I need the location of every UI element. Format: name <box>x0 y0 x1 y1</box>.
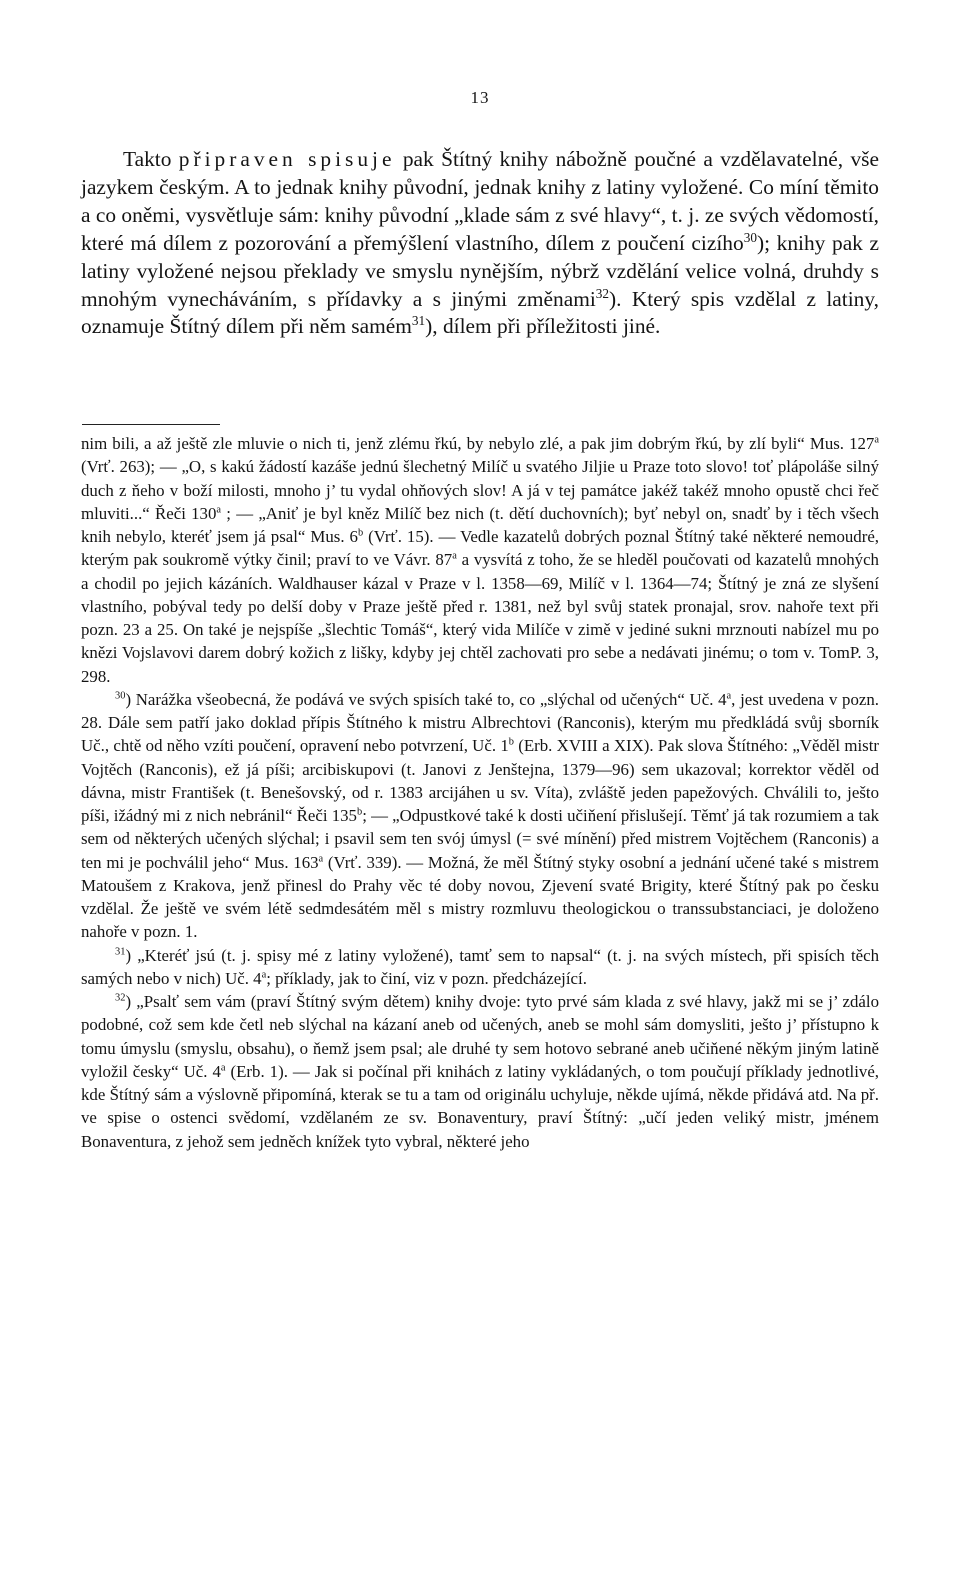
footnote-30 <box>81 688 879 944</box>
text-run: (Erb. XVIII a XIX). Pak slova Štítného: „Věděl mistr Vojtěch (Ranconis), ež já píši; arcibiskupovi (t. Janovi z Jenštejna, 1379—96) sem ukazoval; korrektor věděl od dávna, mistr František (t. Benešovský, od r. 1383 arcijáhen u sv. Víta), zvláště jeden papežových. Chválili to, ješto píši, ižádný mi z nich nebránil“ Řeči 135 <box>81 736 879 825</box>
footnote-ref-32: 32 <box>595 285 610 301</box>
superscript: a <box>726 690 732 702</box>
text-run: a vysvítá z toho, že se hleděl poučovati od kazatelů mnohých a chodil po jejich kázáních. Waldhauser kázal v Praze v l. 1358—69, Milíč v l. 1364—74; Štítný je zná ze slyšení vlastního, pobýval tedy po delší doby v Praze ještě před r. 1381, než byl svůj statek pronajal, srov. nahoře text při pozn. 23 a 25. On také je nejspíše „šlechtic Tomáš“, který vida Milíče v zimě v jediné sukni mrznouti nabízel mu po knězi Vojslavovi darem dobrý kožich z lišky, kdyby jej chtěl zachovati pro sebe a nedávati jinému; o tom v. TomP. 3, 298. <box>81 550 879 686</box>
footnote-ref-31: 31 <box>411 313 426 329</box>
footnote-separator <box>82 424 220 425</box>
text-run: , jest uvedena v pozn. 28. Dále sem patří jako doklad přípis Štítného k mistru Albrechtovi (Ranconis), kterým mu předkládá svůj sborník Uč., chtě od něho vzíti poučení, opravení nebo potvrzení, Uč. 1 <box>81 689 880 756</box>
superscript: b <box>356 806 363 818</box>
main-text <box>81 146 879 341</box>
footnote-ref-30: 30 <box>743 229 757 245</box>
footnote-mark: 30 <box>115 690 126 702</box>
text-run: (Vrť. 339). — Možná, že měl Štítný styky osobní a jednání učené také s mistrem Matoušem z Krakova, jenž přinesl do Prahy věc té doby novou, Zjevení svaté Brigity, které Štítný pak po česku vzdělal. Že ještě ve svém létě sedmdesátém měl s mistry rozmluvu theologickou o transsubstanciaci, je doloženo nahoře v pozn. 1. <box>81 852 879 942</box>
footnote-32 <box>81 990 879 1153</box>
text-run: (Vrť. 15). — Vedle kazatelů dobrých poznal Štítný také některé nemoudré, kterým pak soukromě výtky činil; praví to ve Vávr. 87 <box>81 527 880 570</box>
superscript: a <box>318 853 324 865</box>
text-run: ) Narážka všeobecná, že podává ve svých spisích také to, co „slýchal od učených“ Uč. 4 <box>125 689 727 709</box>
text-run: ) „Psalť sem vám (praví Štítný svým dětem) knihy dvoje: tyto prvé sám klada z své hlavy, jakž mi se j’ zdálo podobné, což sem kde četl neb slýchal na kázaní aneb od učených, aneb se mohl sám domysliti, ješto j’ přístupno k tomu úmyslu (smyslu, obsahu), o ňemž jsem psal; ale druhé ty sem hotovo sebrané aneb učiňené někým jiným latině vyložil česky“ Uč. 4 <box>81 992 879 1081</box>
main-paragraph <box>81 146 879 341</box>
superscript: a <box>216 504 222 516</box>
paragraph-lead: Takto <box>123 147 172 171</box>
text-run: ) „Kteréť jsú (t. j. spisy mé z latiny vyložené), tamť sem to napsal“ (t. j. na svých místech, při spisích těch samých nebo v nich) Uč. 4 <box>81 945 879 988</box>
page-number: 13 <box>470 88 490 107</box>
footnote-mark: 31 <box>115 946 126 958</box>
text-run: nim bili, a až ještě zle mluvie o nich ti, jenž zlému řkú, by nebylo zlé, a pak jim dobrým řkú, by zlí byli“ Mus. 127 <box>81 434 875 453</box>
text-run: ). Který spis vzdělal z latiny, oznamuje Štítný dílem při něm samém <box>81 286 879 339</box>
superscript: a <box>261 969 267 981</box>
text-run: ; — „Odpustkové také k dosti učiňení přislušejí. Těmť já tak rozumiem a tak sem od některých učených slýchal; i psavil sem ten svój úmysl (= své mínění) před mistrem Vojtěchem (Ranconis) a ten mi je pochválil jeho“ Mus. 163 <box>81 806 879 872</box>
superscript: a <box>452 550 457 562</box>
text-run: pak Štítný knihy nábožně poučné a vzdělavatelné, vše jazykem českým. A to jednak knihy původní, jednak knihy z latiny vyložené. Co míní těmito a co oněmi, vysvětluje sám: knihy původní „klade sám z své hlavy“, t. j. ze svých vědomostí, které má dílem z pozorování a přemýšlení vlastního, dílem z poučení cizího <box>81 147 879 255</box>
superscript: b <box>357 527 364 539</box>
footnote-continuation <box>81 432 879 688</box>
text-run: ; — „Aniť je byl kněz Milíč bez nich (t. dětí duchovních); byť nebyl on, snadť by i těch všech knih nebylo, kteréť jsem já psal“ Mus. 6 <box>81 503 879 546</box>
text-run: (Erb. 1). — Jak si počínal při knihách z latiny vykládaných, o tom poučují příklady jednotlivé, kde Štítný sám a výslovně připomíná, kterak se tu a tam od originálu uchyluje, někde ujímá, někde přidává atd. Na př. ve spise o ostenci svědomí, vzdělaném ze sv. Bonaventury, praví Štítný: „učí jeden veliký mistr, jménem Bonaventura, z jehož sem jedněch knížek tyto vybral, některé jeho <box>81 1061 880 1151</box>
text-run: (Vrť. 263); — „O, s kakú žádostí kazáše jednú šlechetný Milíč u svatého Jiljie u Praze toto slovo! toť plápoláše silný duch z ňeho v boží milosti, mnoho j’ tu vydal ohňových slov! A já v tej památce jakéž takéž mnoho opustě chci řeč mluviti...“ Řeči 130 <box>81 457 879 523</box>
footnotes <box>81 432 879 1153</box>
text-run: ; příklady, jak to činí, viz v pozn. předcházející. <box>266 968 587 988</box>
footnote-31 <box>81 944 879 991</box>
superscript: a <box>874 434 879 446</box>
superscript: b <box>508 736 514 748</box>
superscript: a <box>220 1062 226 1074</box>
text-run: ), dílem při příležitosti jiné. <box>425 314 661 339</box>
spaced-emphasis: připraven spisuje <box>178 147 396 171</box>
footnote-mark: 32 <box>115 992 126 1004</box>
text-run: ); knihy pak z latiny vyložené nejsou překlady ve smyslu nynějším, nýbrž vzdělání velice volná, druhdy s mnohým vynecháváním, s přídavky a s jinými změnami <box>81 230 879 311</box>
